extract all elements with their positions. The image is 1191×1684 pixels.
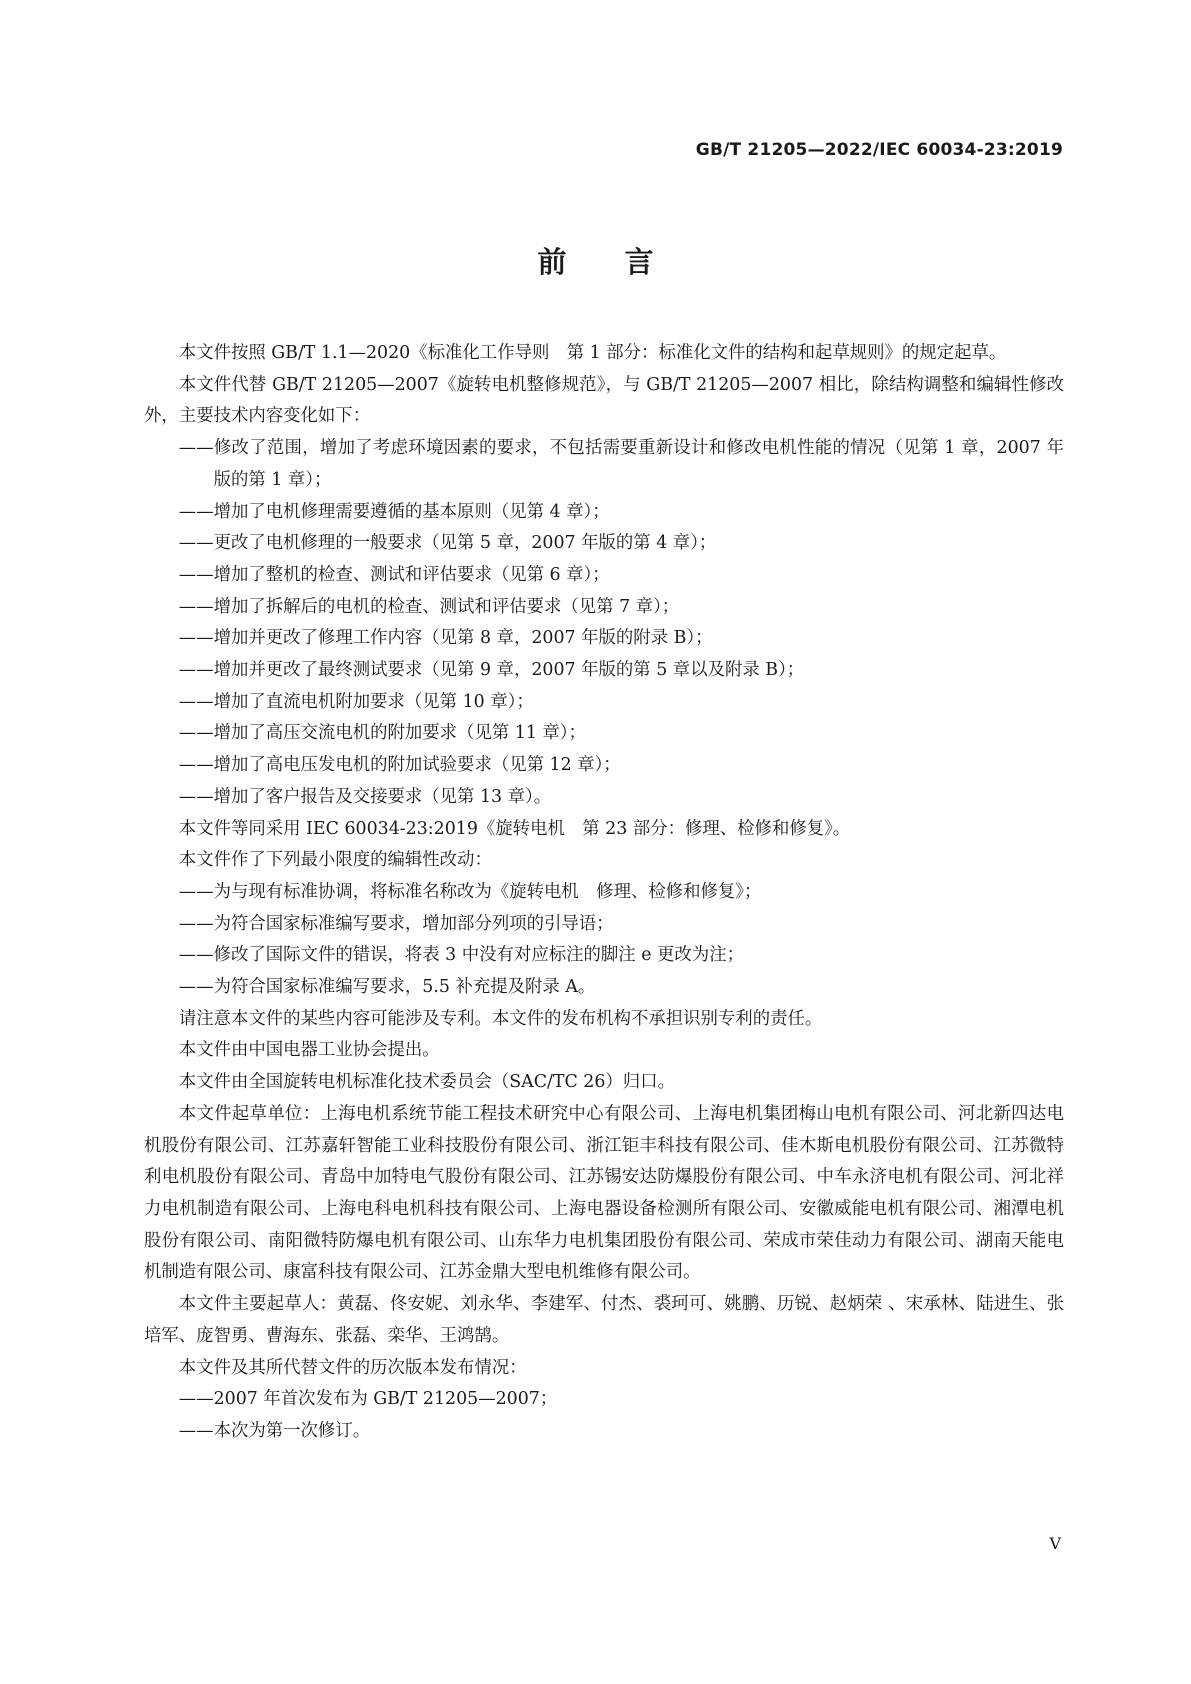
list-item: ——增加了拆解后的电机的检查、测试和评估要求（见第 7 章）； (178, 596, 680, 617)
list-item: ——修改了范围，增加了考虑环境因素的要求，不包括需要重新设计和修改电机性能的情况（见第 1 章，2007 年版的第 1 章）； (178, 438, 1064, 490)
list-item: ——增加了高电压发电机的附加试验要求（见第 12 章）； (178, 755, 621, 776)
title-char-2: 言 (624, 245, 654, 279)
list-item: ——增加了整机的检查、测试和评估要求（见第 6 章）； (178, 564, 610, 585)
paragraph: 本文件由全国旋转电机标准化技术委员会（SAC/TC 26）归口。 (178, 1072, 675, 1093)
foreword-body (144, 338, 1064, 1448)
document-code-header: GB/T 21205—2022/IEC 60034-23:2019 (695, 140, 1063, 160)
paragraph: 本文件由中国电器工业协会提出。 (178, 1040, 440, 1061)
paragraph: 本文件主要起草人：黄磊、佟安妮、刘永华、李建军、付杰、裘珂可、姚鹏、历锐、赵炳荣 、宋承林、陆进生、张培军、庞智勇、曹海东、张磊、栾华、王鸿鹄。 (144, 1294, 1064, 1346)
list-item: ——增加了电机修理需要遵循的基本原则（见第 4 章）； (178, 501, 610, 522)
paragraph: 本文件及其所代替文件的历次版本发布情况： (178, 1357, 527, 1378)
paragraph: 本文件代替 GB/T 21205—2007《旋转电机整修规范》，与 GB/T 21205—2007 相比，除结构调整和编辑性修改外，主要技术内容变化如下： (144, 374, 1064, 427)
paragraph: 本文件作了下列最小限度的编辑性改动： (178, 850, 492, 871)
list-item: ——修改了国际文件的错误，将表 3 中没有对应标注的脚注 e 更改为注； (178, 945, 744, 966)
paragraph: 本文件按照 GB/T 1.1—2020《标准化工作导则 第 1 部分：标准化文件的结构和起草规则》的规定起草。 (178, 343, 1007, 363)
list-item: ——增加了高压交流电机的附加要求（见第 11 章）； (178, 723, 586, 744)
list-item: ——本次为第一次修订。 (178, 1420, 371, 1441)
list-item: ——增加了客户报告及交接要求（见第 13 章）。 (178, 786, 552, 807)
page-number: V (1049, 1534, 1061, 1553)
list-item: ——2007 年首次发布为 GB/T 21205—2007； (178, 1389, 558, 1410)
title-char-1: 前 (537, 245, 567, 279)
list-item: ——增加了直流电机附加要求（见第 10 章）； (178, 691, 534, 712)
paragraph: 本文件起草单位：上海电机系统节能工程技术研究中心有限公司、上海电机集团梅山电机有限公司、河北新四达电机股份有限公司、江苏嘉轩智能工业科技股份有限公司、浙江钜丰科技有限公司、佳木斯电机股份有限公司、江苏微特利电机股份有限公司、青岛中加特电气股份有限公司、江苏锡安达防爆股份有限公司、中车永济电机有限公司、河北祥力电机制造有限公司、上海电科电机科技有限公司、上海电器设备检测所有限公司、安徽威能电机有限公司、湘潭电机股份有限公司、南阳微特防爆电机有限公司、山东华力电机集团股份有限公司、荣成市荣佳动力有限公司、湖南天能电机制造有限公司、康富科技有限公司、江苏金鼎大型电机维修有限公司。 (144, 1103, 1064, 1283)
paragraph: 请注意本文件的某些内容可能涉及专利。本文件的发布机构不承担识别专利的责任。 (178, 1008, 823, 1029)
list-item: ——为与现有标准协调，将标准名称改为《旋转电机 修理、检修和修复》； (178, 881, 762, 902)
paragraph: 本文件等同采用 IEC 60034-23:2019《旋转电机 第 23 部分：修理、检修和修复》。 (178, 818, 851, 839)
page-title (0, 240, 1191, 281)
list-item: ——为符合国家标准编写要求，5.5 补充提及附录 A。 (178, 977, 596, 998)
list-item: ——更改了电机修理的一般要求（见第 5 章，2007 年版的第 4 章）； (178, 533, 717, 554)
list-item: ——为符合国家标准编写要求，增加部分列项的引导语； (178, 913, 614, 934)
list-item: ——增加并更改了最终测试要求（见第 9 章，2007 年版的第 5 章以及附录 B）； (178, 660, 805, 681)
list-item: ——增加并更改了修理工作内容（见第 8 章，2007 年版的附录 B）； (178, 628, 713, 649)
